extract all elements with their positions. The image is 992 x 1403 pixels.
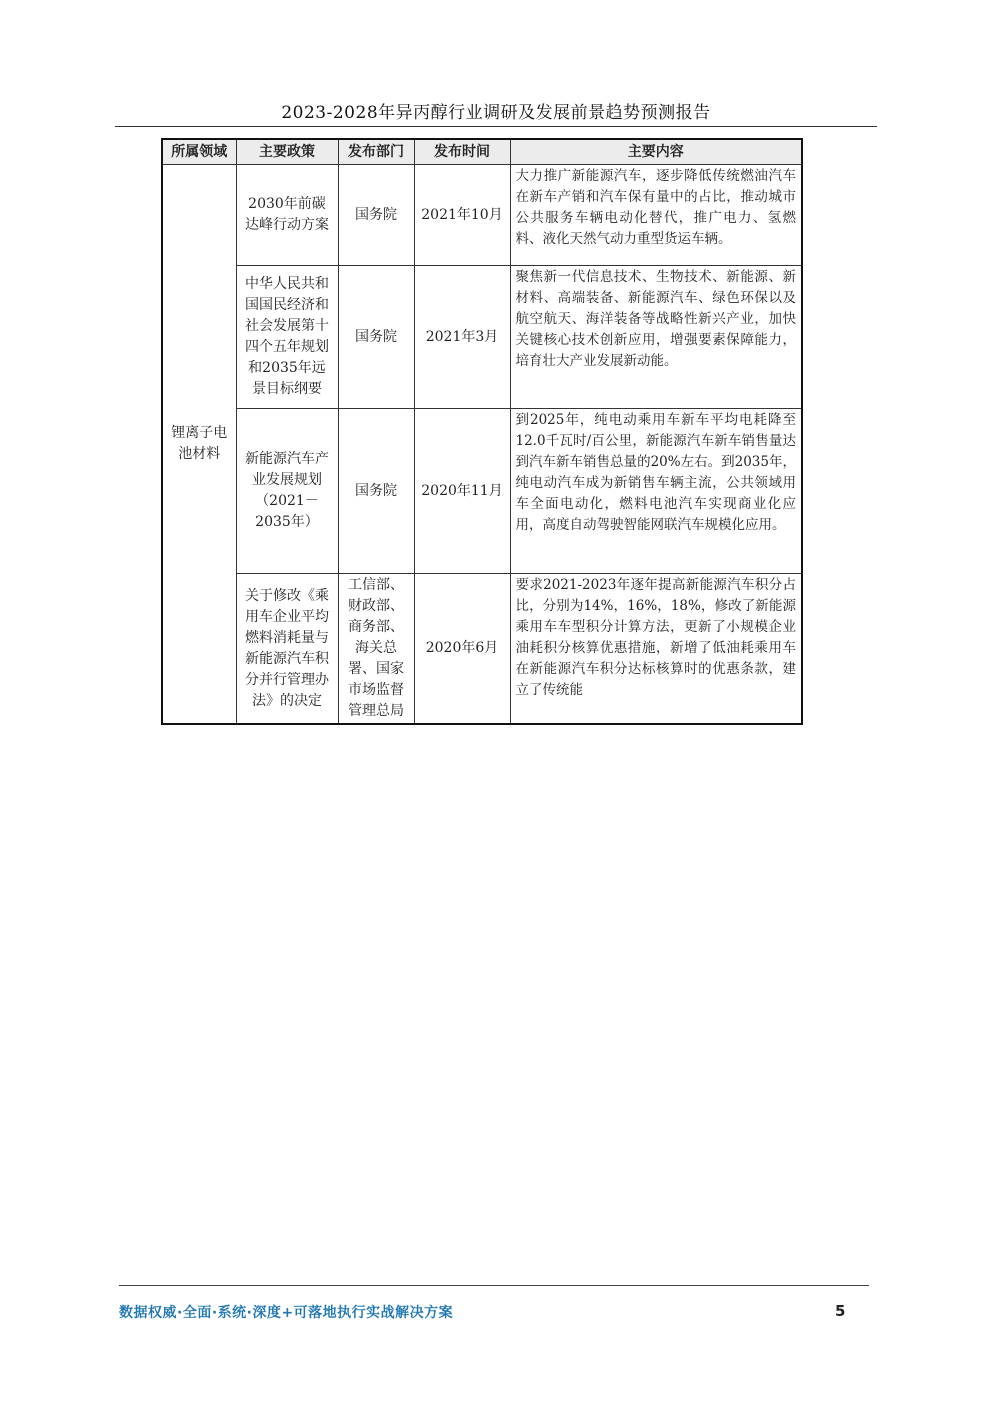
domain-cell: 锂离子电池材料: [162, 165, 236, 725]
date-cell: 2020年6月: [414, 574, 510, 725]
column-header-dept: 发布部门: [338, 139, 414, 165]
table-row: [162, 409, 802, 574]
table-header-row: [162, 139, 802, 165]
date-cell: 2021年3月: [414, 266, 510, 409]
page-header-title: 2023-2028年异丙醇行业调研及发展前景趋势预测报告: [281, 103, 711, 123]
dept-cell: 国务院: [338, 409, 414, 574]
policy-table: [161, 138, 803, 725]
policy-cell: 新能源汽车产业发展规划（2021－2035年）: [236, 409, 338, 574]
footer-divider: [119, 1285, 869, 1286]
policy-cell: 2030年前碳达峰行动方案: [236, 165, 338, 266]
date-cell: 2021年10月: [414, 165, 510, 266]
footer-slogan: 数据权威·全面·系统·深度+可落地执行实战解决方案: [119, 1305, 454, 1321]
dept-cell: 工信部、财政部、商务部、海关总署、国家市场监督管理总局: [338, 574, 414, 725]
policy-cell: 中华人民共和国国民经济和社会发展第十四个五年规划和2035年远景目标纲要: [236, 266, 338, 409]
content-cell: 大力推广新能源汽车，逐步降低传统燃油汽车在新车产销和汽车保有量中的占比，推动城市公共服务车辆电动化替代，推广电力、氢燃料、液化天然气动力重型货运车辆。: [510, 165, 802, 266]
table-row: [162, 574, 802, 725]
content-cell: 要求2021-2023年逐年提高新能源汽车积分占比，分别为14%，16%，18%，修改了新能源乘用车车型积分计算方法，更新了小规模企业油耗积分核算优惠措施，新增了低油耗乘用车在新能源汽车积分达标核算时的优惠条款，建立了传统能: [510, 574, 802, 725]
content-cell: 聚焦新一代信息技术、生物技术、新能源、新材料、高端装备、新能源汽车、绿色环保以及航空航天、海洋装备等战略性新兴产业，加快关键核心技术创新应用，增强要素保障能力，培育壮大产业发展新动能。: [510, 266, 802, 409]
dept-cell: 国务院: [338, 165, 414, 266]
column-header-domain: 所属领域: [162, 139, 236, 165]
table-row: [162, 266, 802, 409]
page-number: 5: [835, 1302, 846, 1320]
date-cell: 2020年11月: [414, 409, 510, 574]
column-header-policy: 主要政策: [236, 139, 338, 165]
column-header-content: 主要内容: [510, 139, 802, 165]
dept-cell: 国务院: [338, 266, 414, 409]
table-row: [162, 165, 802, 266]
header-divider: [115, 126, 877, 127]
policy-cell: 关于修改《乘用车企业平均燃料消耗量与新能源汽车积分并行管理办法》的决定: [236, 574, 338, 725]
content-cell: 到2025年，纯电动乘用车新车平均电耗降至12.0千瓦时/百公里，新能源汽车新车销售量达到汽车新车销售总量的20%左右。到2035年，纯电动汽车成为新销售车辆主流，公共领域用车全面电动化，燃料电池汽车实现商业化应用，高度自动驾驶智能网联汽车规模化应用。: [510, 409, 802, 574]
column-header-date: 发布时间: [414, 139, 510, 165]
